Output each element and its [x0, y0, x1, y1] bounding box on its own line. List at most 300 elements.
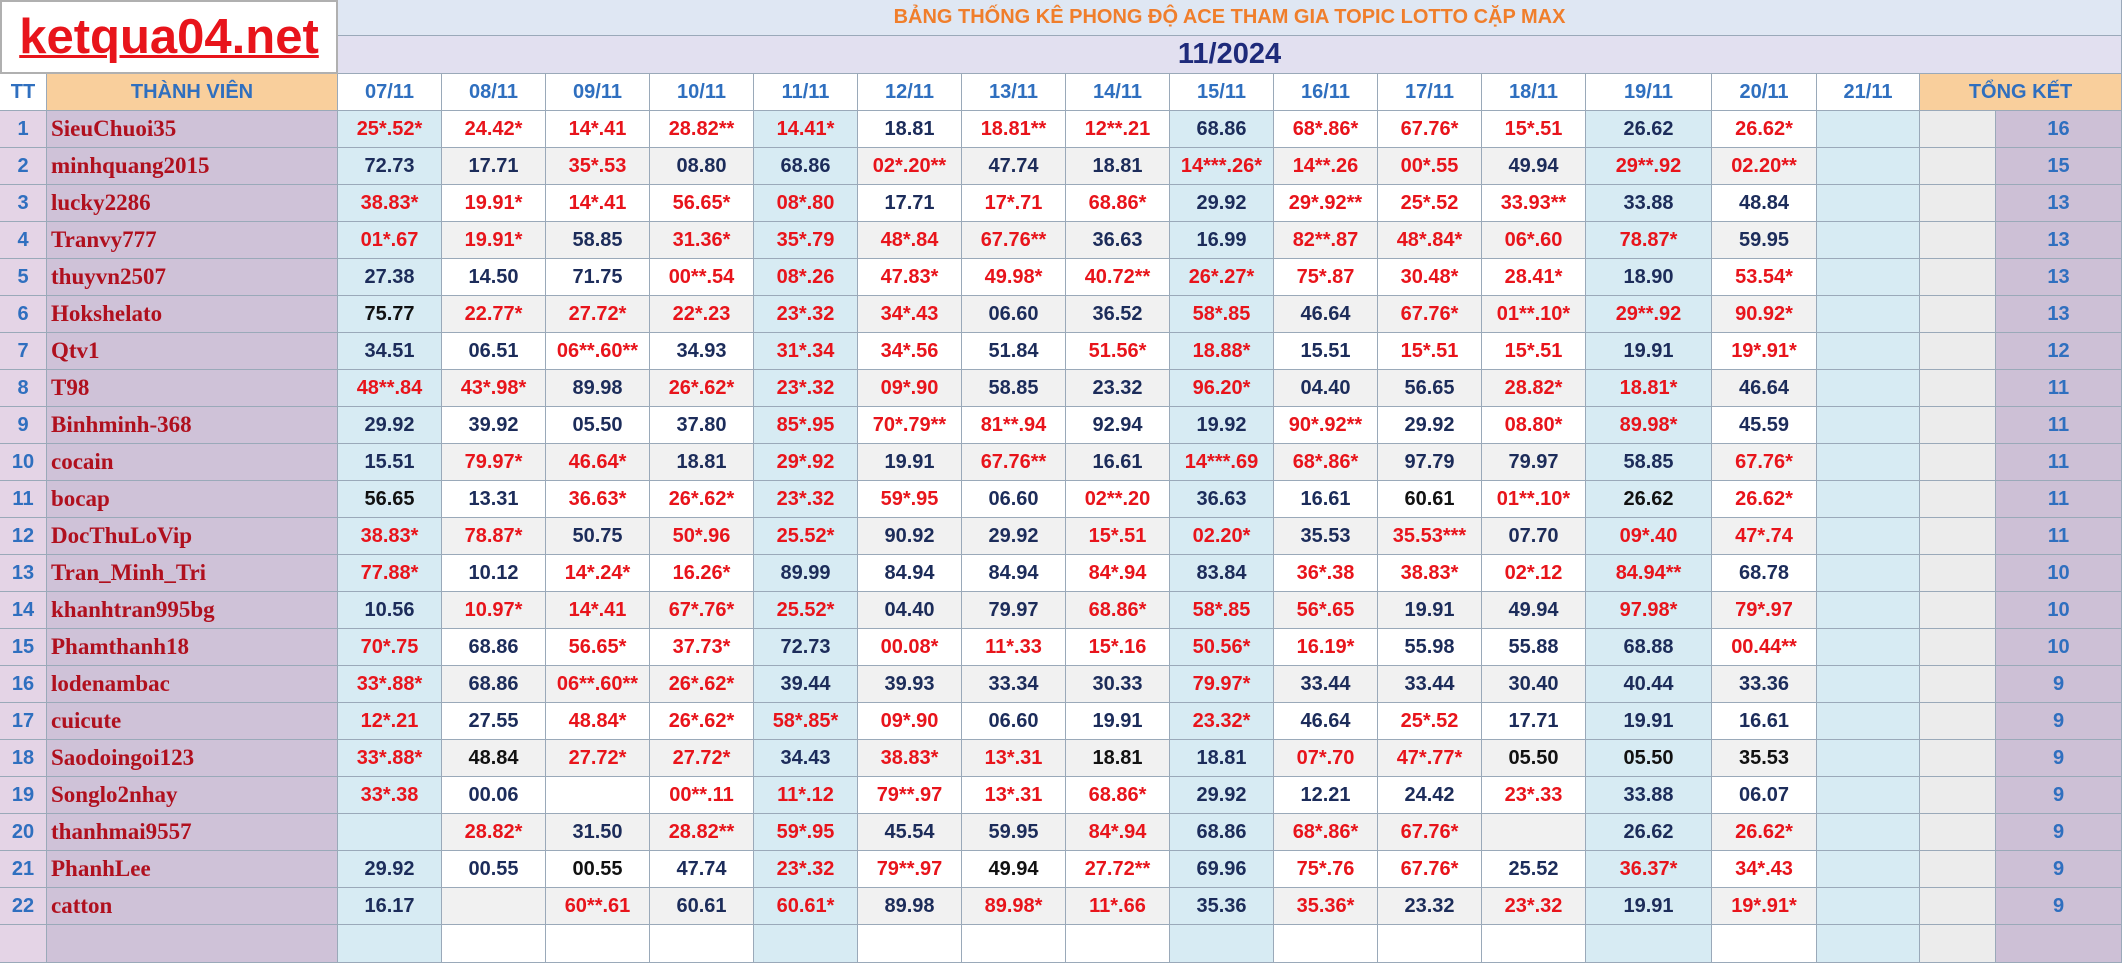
score-cell: 48.84 [1712, 185, 1817, 222]
score-cell: 14*.41 [546, 185, 650, 222]
score-cell: 68.88 [1586, 629, 1712, 666]
member-name[interactable]: Qtv1 [47, 333, 338, 370]
row-number: 10 [0, 444, 47, 481]
score-cell: 00.08* [858, 629, 962, 666]
total-spacer [1920, 851, 1996, 888]
score-cell: 31.36* [650, 222, 754, 259]
score-cell: 34.51 [338, 333, 442, 370]
score-cell: 47*.77* [1378, 740, 1482, 777]
score-cell: 79.97* [1170, 666, 1274, 703]
score-cell [1817, 740, 1920, 777]
header-date-1: 07/11 [338, 74, 442, 111]
score-cell: 26.62* [1712, 111, 1817, 148]
score-cell: 68.86* [1066, 592, 1170, 629]
score-cell: 47.74 [962, 148, 1066, 185]
total-score-empty [1996, 925, 2122, 963]
score-cell: 67.76* [1712, 444, 1817, 481]
score-cell: 56.65 [338, 481, 442, 518]
score-cell: 29*.92** [1274, 185, 1378, 222]
score-cell: 59.95 [1712, 222, 1817, 259]
score-cell: 55.88 [1482, 629, 1586, 666]
score-cell: 05.50 [1586, 740, 1712, 777]
score-cell: 00.44** [1712, 629, 1817, 666]
score-cell: 37.73* [650, 629, 754, 666]
total-spacer [1920, 407, 1996, 444]
score-cell [1817, 185, 1920, 222]
score-cell: 16.61 [1712, 703, 1817, 740]
score-cell: 56*.65 [1274, 592, 1378, 629]
score-cell: 27.72* [650, 740, 754, 777]
score-cell-empty [1482, 925, 1586, 963]
score-cell: 48.84* [546, 703, 650, 740]
score-cell: 29*.92 [754, 444, 858, 481]
score-cell: 72.73 [338, 148, 442, 185]
score-cell: 68*.86* [1274, 444, 1378, 481]
score-cell: 33.88 [1586, 185, 1712, 222]
score-cell: 09*.90 [858, 703, 962, 740]
score-cell: 06**.60** [546, 333, 650, 370]
score-cell: 58.85 [546, 222, 650, 259]
score-cell: 89.98* [1586, 407, 1712, 444]
score-cell: 49.94 [1482, 148, 1586, 185]
total-score: 9 [1996, 703, 2122, 740]
score-cell: 22.77* [442, 296, 546, 333]
score-cell: 06**.60** [546, 666, 650, 703]
score-cell: 48**.84 [338, 370, 442, 407]
score-cell: 48*.84* [1378, 222, 1482, 259]
score-cell: 12**.21 [1066, 111, 1170, 148]
header-date-4: 10/11 [650, 74, 754, 111]
score-cell: 39.44 [754, 666, 858, 703]
score-cell: 36.52 [1066, 296, 1170, 333]
score-cell: 26*.62* [650, 703, 754, 740]
score-cell-empty [546, 925, 650, 963]
score-cell: 16.19* [1274, 629, 1378, 666]
score-cell: 14**.26 [1274, 148, 1378, 185]
score-cell: 69.96 [1170, 851, 1274, 888]
score-cell: 25*.52 [1378, 703, 1482, 740]
score-cell: 36.37* [1586, 851, 1712, 888]
score-cell: 06*.60 [1482, 222, 1586, 259]
score-cell: 46.64 [1274, 296, 1378, 333]
score-cell [338, 814, 442, 851]
score-cell: 02.20** [1712, 148, 1817, 185]
score-cell: 75*.76 [1274, 851, 1378, 888]
score-cell: 02*.12 [1482, 555, 1586, 592]
score-cell: 09*.90 [858, 370, 962, 407]
score-cell: 18.90 [1586, 259, 1712, 296]
score-cell: 01**.10* [1482, 296, 1586, 333]
score-cell: 78.87* [442, 518, 546, 555]
score-cell: 19*.91* [1712, 333, 1817, 370]
score-cell: 17.71 [858, 185, 962, 222]
score-cell [1817, 814, 1920, 851]
score-cell: 47*.74 [1712, 518, 1817, 555]
score-cell: 09*.40 [1586, 518, 1712, 555]
total-score: 11 [1996, 444, 2122, 481]
score-cell: 18.81* [1586, 370, 1712, 407]
score-cell: 28.82* [442, 814, 546, 851]
score-cell: 16.61 [1274, 481, 1378, 518]
score-cell: 05.50 [1482, 740, 1586, 777]
score-cell: 30.48* [1378, 259, 1482, 296]
score-cell [1817, 703, 1920, 740]
score-cell: 81**.94 [962, 407, 1066, 444]
total-score: 11 [1996, 518, 2122, 555]
score-cell: 29**.92 [1586, 296, 1712, 333]
score-cell: 67.76** [962, 222, 1066, 259]
member-name[interactable]: Phamthanh18 [47, 629, 338, 666]
score-cell: 79.97* [442, 444, 546, 481]
score-cell: 38.83* [338, 185, 442, 222]
score-cell: 11*.66 [1066, 888, 1170, 925]
score-cell: 51.56* [1066, 333, 1170, 370]
total-score: 9 [1996, 851, 2122, 888]
header-total: TỔNG KẾT [1920, 74, 2122, 111]
score-cell: 68.86 [754, 148, 858, 185]
score-cell: 10.56 [338, 592, 442, 629]
member-name[interactable]: catton [47, 888, 338, 925]
score-cell: 40.44 [1586, 666, 1712, 703]
score-cell: 12.21 [1274, 777, 1378, 814]
row-number: 3 [0, 185, 47, 222]
score-cell-empty [338, 925, 442, 963]
score-cell [1817, 851, 1920, 888]
total-spacer [1920, 555, 1996, 592]
score-cell-empty [1378, 925, 1482, 963]
score-cell: 26.62 [1586, 111, 1712, 148]
total-score: 9 [1996, 740, 2122, 777]
score-cell: 00**.54 [650, 259, 754, 296]
score-cell: 19.91* [442, 185, 546, 222]
score-cell: 59*.95 [858, 481, 962, 518]
score-cell: 70*.79** [858, 407, 962, 444]
score-cell: 27.55 [442, 703, 546, 740]
score-cell: 79**.97 [858, 851, 962, 888]
score-cell: 28.82** [650, 814, 754, 851]
score-cell: 37.80 [650, 407, 754, 444]
score-cell: 23.32* [1170, 703, 1274, 740]
total-score: 11 [1996, 407, 2122, 444]
score-cell: 56.65 [1378, 370, 1482, 407]
total-score: 11 [1996, 481, 2122, 518]
member-name[interactable]: thuyvn2507 [47, 259, 338, 296]
score-cell: 07.70 [1482, 518, 1586, 555]
score-cell: 68.86 [1170, 111, 1274, 148]
total-score: 13 [1996, 296, 2122, 333]
score-cell: 36.63* [546, 481, 650, 518]
header-date-7: 13/11 [962, 74, 1066, 111]
score-cell: 97.98* [1586, 592, 1712, 629]
score-cell: 33.34 [962, 666, 1066, 703]
total-score: 9 [1996, 814, 2122, 851]
score-cell: 34.93 [650, 333, 754, 370]
score-cell: 18.81 [650, 444, 754, 481]
score-cell: 35*.53 [546, 148, 650, 185]
member-name[interactable]: khanhtran995bg [47, 592, 338, 629]
score-cell: 00.55 [546, 851, 650, 888]
score-cell: 43*.98* [442, 370, 546, 407]
total-spacer [1920, 111, 1996, 148]
score-cell: 89.99 [754, 555, 858, 592]
score-cell: 45.59 [1712, 407, 1817, 444]
score-cell: 72.73 [754, 629, 858, 666]
total-score: 15 [1996, 148, 2122, 185]
score-cell: 19*.91* [1712, 888, 1817, 925]
score-cell: 19.91 [1586, 703, 1712, 740]
score-cell: 89.98 [546, 370, 650, 407]
header-date-5: 11/11 [754, 74, 858, 111]
score-cell: 30.33 [1066, 666, 1170, 703]
score-cell: 11*.12 [754, 777, 858, 814]
member-name[interactable]: thanhmai9557 [47, 814, 338, 851]
score-cell: 04.40 [1274, 370, 1378, 407]
row-number: 16 [0, 666, 47, 703]
score-cell-empty [1586, 925, 1712, 963]
score-cell: 28.82** [650, 111, 754, 148]
score-cell: 04.40 [858, 592, 962, 629]
score-cell: 33.44 [1378, 666, 1482, 703]
score-cell: 38.83* [338, 518, 442, 555]
score-cell: 90.92 [858, 518, 962, 555]
score-cell: 33*.88* [338, 666, 442, 703]
score-cell: 01*.67 [338, 222, 442, 259]
score-cell: 02*.20** [858, 148, 962, 185]
total-spacer [1920, 148, 1996, 185]
score-cell: 47.74 [650, 851, 754, 888]
score-cell: 14*.41 [546, 592, 650, 629]
score-cell: 46.64 [1712, 370, 1817, 407]
score-cell-empty [1170, 925, 1274, 963]
score-cell-empty [1066, 925, 1170, 963]
member-name[interactable]: cuicute [47, 703, 338, 740]
total-spacer [1920, 629, 1996, 666]
score-cell: 19.91* [442, 222, 546, 259]
score-cell: 15*.51 [1482, 111, 1586, 148]
total-spacer [1920, 888, 1996, 925]
score-cell: 15*.51 [1482, 333, 1586, 370]
score-cell [1817, 333, 1920, 370]
score-cell [1482, 814, 1586, 851]
site-logo[interactable]: ketqua04.net [0, 0, 338, 74]
member-name[interactable]: Tranvy777 [47, 222, 338, 259]
score-cell: 56.65* [546, 629, 650, 666]
score-cell: 23*.33 [1482, 777, 1586, 814]
score-cell: 68*.86* [1274, 111, 1378, 148]
score-cell: 35.36 [1170, 888, 1274, 925]
score-cell: 40.72** [1066, 259, 1170, 296]
score-cell: 08*.80 [754, 185, 858, 222]
score-cell: 27.72* [546, 296, 650, 333]
score-cell-empty [1712, 925, 1817, 963]
score-cell: 16.61 [1066, 444, 1170, 481]
score-cell: 75*.87 [1274, 259, 1378, 296]
member-name[interactable]: Binhminh-368 [47, 407, 338, 444]
score-cell: 97.79 [1378, 444, 1482, 481]
score-cell: 89.98 [858, 888, 962, 925]
score-cell: 08*.26 [754, 259, 858, 296]
score-cell: 36.63 [1170, 481, 1274, 518]
score-cell: 33.93** [1482, 185, 1586, 222]
score-cell: 25.52* [754, 592, 858, 629]
score-cell: 49.94 [1482, 592, 1586, 629]
row-number: 14 [0, 592, 47, 629]
score-cell: 25.52 [1482, 851, 1586, 888]
row-number: 18 [0, 740, 47, 777]
score-cell: 39.92 [442, 407, 546, 444]
score-cell: 19.91 [858, 444, 962, 481]
score-cell [1817, 666, 1920, 703]
total-score: 13 [1996, 259, 2122, 296]
score-cell: 14***.69 [1170, 444, 1274, 481]
row-number: 13 [0, 555, 47, 592]
score-cell [1817, 777, 1920, 814]
score-cell: 68.86 [442, 629, 546, 666]
score-cell: 29**.92 [1586, 148, 1712, 185]
row-number: 1 [0, 111, 47, 148]
member-name[interactable]: lodenambac [47, 666, 338, 703]
score-cell: 15*.51 [1066, 518, 1170, 555]
member-name[interactable]: DocThuLoVip [47, 518, 338, 555]
row-number: 20 [0, 814, 47, 851]
score-cell: 60.61 [1378, 481, 1482, 518]
row-number: 9 [0, 407, 47, 444]
score-cell: 34*.56 [858, 333, 962, 370]
total-score: 16 [1996, 111, 2122, 148]
total-spacer [1920, 814, 1996, 851]
score-cell: 23.32 [1066, 370, 1170, 407]
score-cell: 60**.61 [546, 888, 650, 925]
member-name[interactable]: T98 [47, 370, 338, 407]
score-cell: 60.61 [650, 888, 754, 925]
score-cell: 46.64* [546, 444, 650, 481]
score-cell: 92.94 [1066, 407, 1170, 444]
score-cell: 58.85 [962, 370, 1066, 407]
total-spacer [1920, 296, 1996, 333]
score-cell-empty [1274, 925, 1378, 963]
row-number: 5 [0, 259, 47, 296]
score-cell: 68.86* [1066, 185, 1170, 222]
member-name[interactable]: Saodoingoi123 [47, 740, 338, 777]
score-cell: 29.92 [1170, 185, 1274, 222]
score-cell: 00**.11 [650, 777, 754, 814]
total-score: 9 [1996, 666, 2122, 703]
member-name[interactable]: Hokshelato [47, 296, 338, 333]
row-number: 21 [0, 851, 47, 888]
score-cell: 36*.38 [1274, 555, 1378, 592]
header-date-10: 16/11 [1274, 74, 1378, 111]
score-cell: 39.93 [858, 666, 962, 703]
total-spacer [1920, 222, 1996, 259]
score-cell: 00*.55 [1378, 148, 1482, 185]
score-cell: 26*.27* [1170, 259, 1274, 296]
total-score: 13 [1996, 185, 2122, 222]
score-cell: 06.60 [962, 296, 1066, 333]
score-cell-empty [442, 925, 546, 963]
score-cell: 23*.32 [754, 296, 858, 333]
total-score: 10 [1996, 629, 2122, 666]
score-cell: 46.64 [1274, 703, 1378, 740]
score-cell: 18.81 [1170, 740, 1274, 777]
score-cell: 24.42* [442, 111, 546, 148]
score-cell: 23*.32 [754, 851, 858, 888]
member-name[interactable]: lucky2286 [47, 185, 338, 222]
score-cell: 67*.76* [650, 592, 754, 629]
total-score: 9 [1996, 777, 2122, 814]
header-date-6: 12/11 [858, 74, 962, 111]
member-name[interactable]: bocap [47, 481, 338, 518]
score-cell: 17.71 [1482, 703, 1586, 740]
member-name[interactable]: Songlo2nhay [47, 777, 338, 814]
score-cell: 90.92* [1712, 296, 1817, 333]
score-cell: 75.77 [338, 296, 442, 333]
score-cell: 19.92 [1170, 407, 1274, 444]
row-number: 8 [0, 370, 47, 407]
score-cell [1817, 407, 1920, 444]
score-cell: 58*.85 [1170, 592, 1274, 629]
score-cell: 47.83* [858, 259, 962, 296]
score-cell [1817, 222, 1920, 259]
score-cell [546, 777, 650, 814]
total-spacer [1920, 777, 1996, 814]
score-cell: 15.51 [338, 444, 442, 481]
total-spacer [1920, 925, 1996, 963]
score-cell [1817, 629, 1920, 666]
score-cell: 24.42 [1378, 777, 1482, 814]
score-cell [442, 888, 546, 925]
header-date-13: 19/11 [1586, 74, 1712, 111]
score-cell: 84*.94 [1066, 814, 1170, 851]
score-cell: 05.50 [546, 407, 650, 444]
score-cell [1817, 518, 1920, 555]
score-cell: 84.94** [1586, 555, 1712, 592]
score-cell: 29.92 [338, 851, 442, 888]
row-number: 6 [0, 296, 47, 333]
score-cell: 06.60 [962, 703, 1066, 740]
member-name-empty [47, 925, 338, 963]
member-name[interactable]: minhquang2015 [47, 148, 338, 185]
score-cell: 67.76* [1378, 296, 1482, 333]
score-cell: 51.84 [962, 333, 1066, 370]
score-cell: 55.98 [1378, 629, 1482, 666]
score-cell: 36.63 [1066, 222, 1170, 259]
member-name[interactable]: cocain [47, 444, 338, 481]
score-cell: 77.88* [338, 555, 442, 592]
score-cell: 22*.23 [650, 296, 754, 333]
score-cell: 79**.97 [858, 777, 962, 814]
score-cell: 58.85 [1586, 444, 1712, 481]
member-name[interactable]: Tran_Minh_Tri [47, 555, 338, 592]
total-spacer [1920, 666, 1996, 703]
member-name[interactable]: PhanhLee [47, 851, 338, 888]
score-cell: 25*.52* [338, 111, 442, 148]
score-cell: 79.97 [1482, 444, 1586, 481]
score-cell: 35.53 [1712, 740, 1817, 777]
member-name[interactable]: SieuChuoi35 [47, 111, 338, 148]
score-cell: 60.61* [754, 888, 858, 925]
score-cell: 17*.71 [962, 185, 1066, 222]
score-cell: 30.40 [1482, 666, 1586, 703]
score-cell: 28.41* [1482, 259, 1586, 296]
score-cell: 35.36* [1274, 888, 1378, 925]
score-cell: 18.88* [1170, 333, 1274, 370]
score-cell: 10.97* [442, 592, 546, 629]
score-cell: 26*.62* [650, 481, 754, 518]
score-cell: 50*.96 [650, 518, 754, 555]
score-cell: 25.52* [754, 518, 858, 555]
score-cell: 26.62* [1712, 481, 1817, 518]
score-cell: 08.80 [650, 148, 754, 185]
